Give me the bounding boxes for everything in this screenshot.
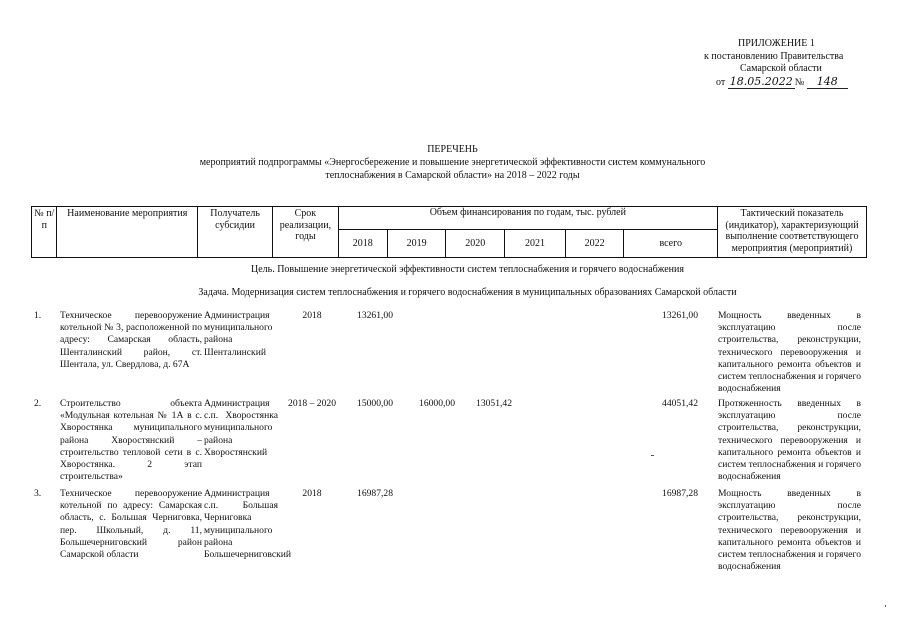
appendix-title: ПРИЛОЖЕНИЕ 1 [738,38,815,49]
document-heading: ПЕРЕЧЕНЬ [427,144,478,155]
row2-v2020: 13051,42 [476,398,512,409]
header-year-2020: 2020 [446,230,505,258]
document-title-line1: мероприятий подпрограммы «Энергосбережение и повышение энергетической эффективности систем коммунального [199,157,706,168]
header-year-2022: 2022 [565,230,624,258]
row1-term: 2018 [302,310,322,321]
row3-v2018: 16987,28 [357,488,393,499]
header-indicator: Тактический показатель (индикатор), характеризующий выполнение соответствующего мероприятия (мероприятий) [717,207,866,258]
row2-indicator: Протяженность введенных в эксплуатацию после строительства, реконструкции, технического перевооружения и капитального ремонта объектов и систем теплоснабжения и горячего водоснабжения [718,398,861,483]
header-year-2018: 2018 [338,230,387,258]
scan-speck [651,455,654,456]
row1-name: Техническое перевооружение котельной № 3, расположенной по адресу: Самарская область, Шенталинский район, ст. Шентала, ул. Свердлова, д. 67А [60,310,202,370]
row1-indicator: Мощность введенных в эксплуатацию после строительства, реконструкции, технического перевооружения и капитального ремонта объектов и систем теплоснабжения и горячего водоснабжения [718,310,861,395]
row1-recipient: Администрация муниципального района Шенталинский [204,310,273,358]
row3-total: 16987,28 [662,488,698,499]
appendix-block [700,38,870,89]
date-prefix: от [716,76,726,88]
date-value: 18.05.2022 [729,74,793,88]
row2-num: 2. [34,398,42,409]
header-name: Наименование мероприятия [57,207,198,258]
funding-table-header [31,206,867,258]
header-num: № п/п [32,207,57,258]
row2-total: 44051,42 [662,398,698,409]
row1-num: 1. [34,310,42,321]
task-text: Задача. Модернизация систем теплоснабжения и горячего водоснабжения в муниципальных образованиях Самарской области [198,287,737,298]
scan-speck [885,605,886,607]
number-sign: № [794,76,805,88]
row2-name: Строительство объекта «Модульная котельная № 1А в с. Хворостянка муниципального района Хворостянский – строительство тепловой сети в с. Хворостянка. 2 этап строительства» [60,398,202,483]
appendix-resolution: к постановлению Правительства [704,50,844,62]
row2-v2018: 15000,00 [357,398,393,409]
document-title-line2: теплоснабжения в Самарской области» на 2018 – 2022 годы [325,170,580,181]
header-year-2021: 2021 [505,230,566,258]
row3-recipient: Администрация с.п. Большая Черниговка муниципального района Большечерниговский [204,488,292,561]
row3-term: 2018 [302,488,322,499]
row2-term: 2018 – 2020 [288,398,336,409]
row1-total: 13261,00 [662,310,698,321]
header-funding: Объем финансирования по годам, тыс. рублей [338,207,717,230]
header-term: Срок реализации, годы [273,207,339,258]
header-year-2019: 2019 [387,230,446,258]
row3-num: 3. [34,488,42,499]
row2-v2019: 16000,00 [419,398,455,409]
row1-v2018: 13261,00 [357,310,393,321]
row2-recipient: Администрация с.п. Хворостянка муниципального района Хворостянский [204,398,278,458]
goal-text: Цель. Повышение энергетической эффективности систем теплоснабжения и горячего водоснабжения [251,264,684,275]
appendix-date-line [700,76,870,90]
number-value: 148 [807,75,848,89]
appendix-region: Самарской области [740,63,822,74]
header-total: всего [624,230,717,258]
row3-indicator: Мощность введенных в эксплуатацию после строительства, реконструкции, технического перевооружения и капитального ремонта объектов и систем теплоснабжения и горячего водоснабжения [718,488,861,573]
header-recipient: Получатель субсидии [198,207,273,258]
row3-name: Техническое перевооружение котельной по адресу: Самарская область, с. Большая Черниговка, пер. Школьный, д. 11, Большечерниговский район Самарской области [60,488,202,561]
